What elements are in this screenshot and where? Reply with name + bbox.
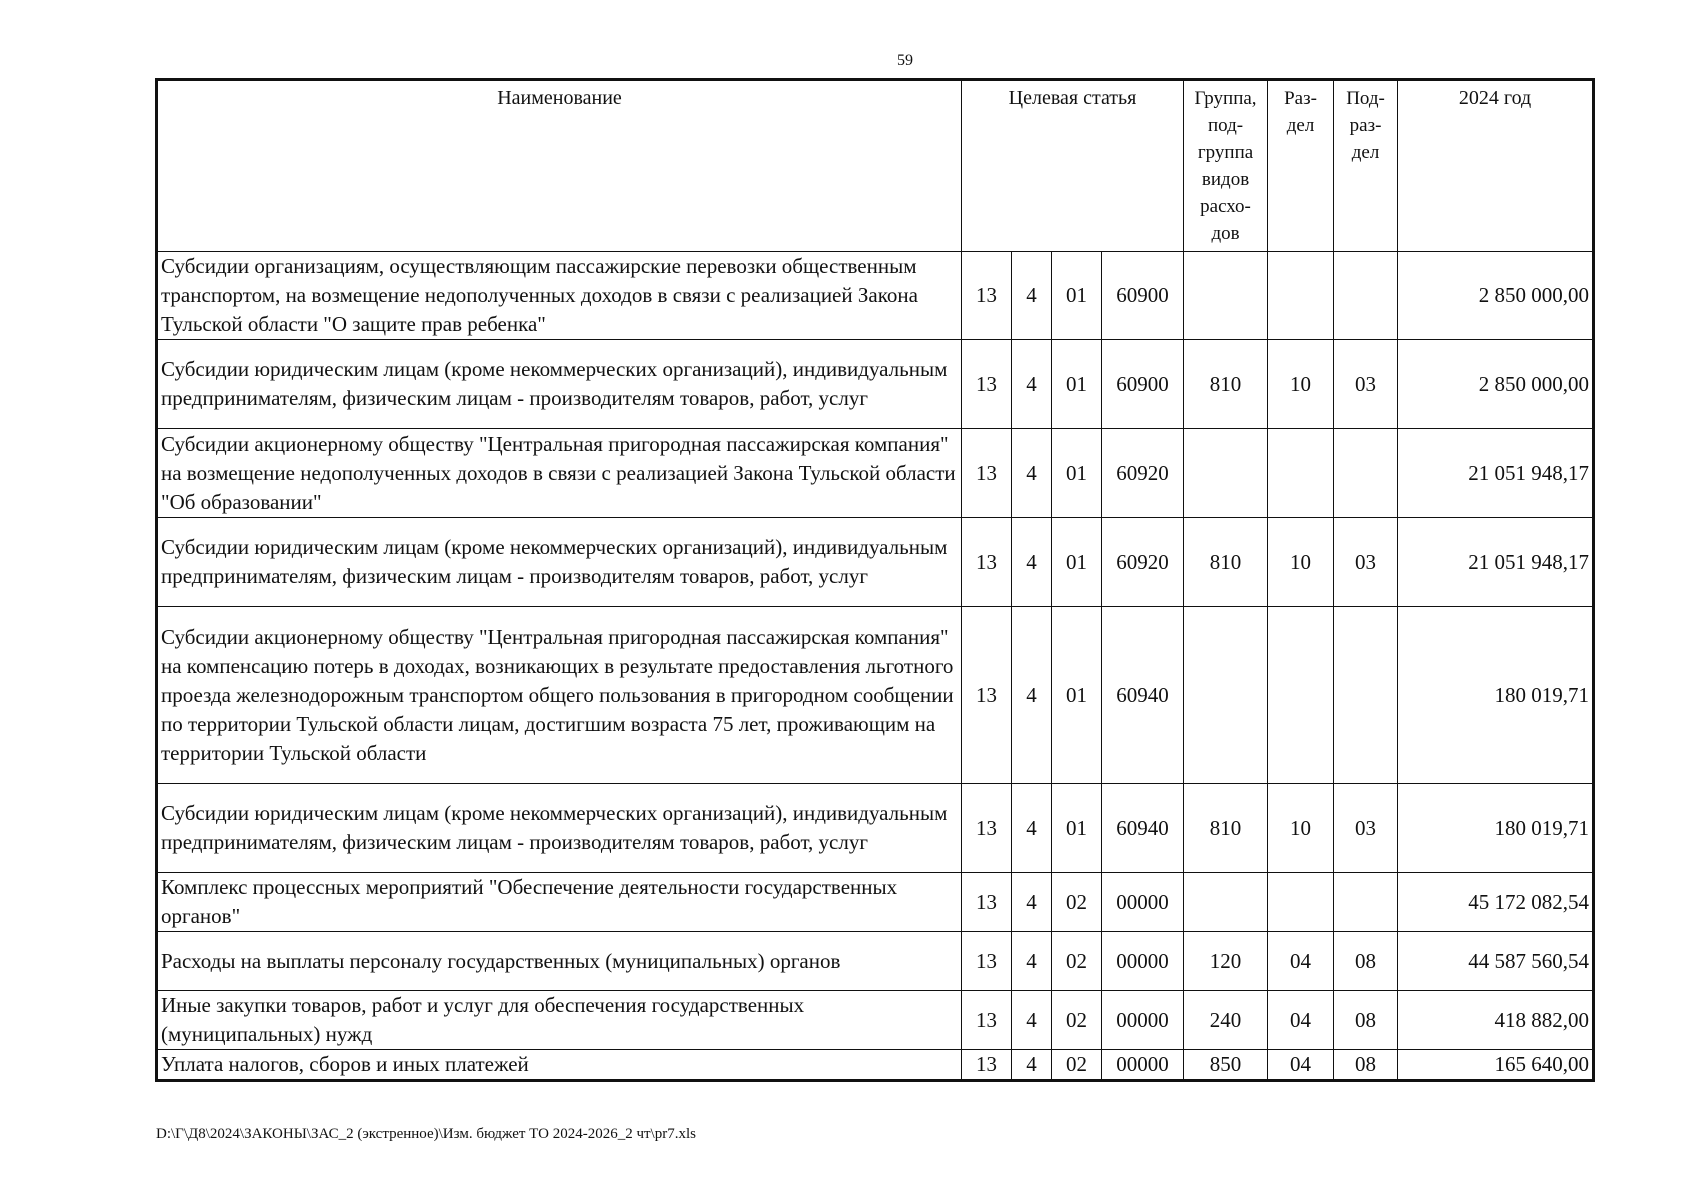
group-code: 810	[1184, 518, 1268, 607]
amount-value: 2 850 000,00	[1398, 252, 1594, 340]
target-code-3: 02	[1052, 991, 1102, 1050]
razdel-code	[1268, 252, 1334, 340]
page-number: 59	[897, 52, 913, 69]
target-code-4: 60920	[1102, 429, 1184, 518]
podrazdel-code: 03	[1334, 784, 1398, 873]
target-code-1: 13	[962, 1050, 1012, 1081]
amount-value: 180 019,71	[1398, 784, 1594, 873]
row-name: Субсидии акционерному обществу "Центральная пригородная пассажирская компания" на возмещение недополученных доходов в связи с реализацией Закона Тульской области "Об образовании"	[157, 429, 962, 518]
table-row	[157, 340, 1594, 429]
target-code-2: 4	[1012, 1050, 1052, 1081]
target-code-2: 4	[1012, 932, 1052, 991]
table-header-row	[157, 80, 1594, 252]
target-code-1: 13	[962, 991, 1012, 1050]
razdel-code	[1268, 429, 1334, 518]
table-row	[157, 784, 1594, 873]
row-name: Расходы на выплаты персоналу государственных (муниципальных) органов	[157, 932, 962, 991]
target-code-4: 60900	[1102, 252, 1184, 340]
target-code-3: 02	[1052, 932, 1102, 991]
row-name: Субсидии организациям, осуществляющим пассажирские перевозки общественным транспортом, на возмещение недополученных доходов в связи с реализацией Закона Тульской области "О защите прав ребенка"	[157, 252, 962, 340]
target-code-3: 01	[1052, 518, 1102, 607]
header-razdel: Раз-дел	[1268, 80, 1334, 252]
razdel-code: 10	[1268, 340, 1334, 429]
podrazdel-code	[1334, 252, 1398, 340]
amount-value: 418 882,00	[1398, 991, 1594, 1050]
table-row	[157, 873, 1594, 932]
podrazdel-code: 03	[1334, 518, 1398, 607]
podrazdel-code: 08	[1334, 991, 1398, 1050]
header-name: Наименование	[157, 80, 962, 252]
target-code-1: 13	[962, 518, 1012, 607]
target-code-3: 02	[1052, 873, 1102, 932]
target-code-4: 60940	[1102, 607, 1184, 784]
razdel-code: 10	[1268, 518, 1334, 607]
group-code	[1184, 607, 1268, 784]
row-name: Субсидии акционерному обществу "Центральная пригородная пассажирская компания" на компенсацию потерь в доходах, возникающих в результате предоставления льготного проезда железнодорожным транспортом общего пользования в пригородном сообщении по территории Тульской области лицам, достигшим возраста 75 лет, проживающим на территории Тульской области	[157, 607, 962, 784]
target-code-1: 13	[962, 252, 1012, 340]
header-year: 2024 год	[1398, 80, 1594, 252]
table-row	[157, 932, 1594, 991]
podrazdel-code: 03	[1334, 340, 1398, 429]
target-code-3: 01	[1052, 784, 1102, 873]
file-path-footer: D:\Г\Д8\2024\ЗАКОНЫ\ЗАС_2 (экстренное)\Изм. бюджет ТО 2024-2026_2 чт\pr7.xls	[156, 1126, 696, 1142]
target-code-2: 4	[1012, 873, 1052, 932]
row-name: Субсидии юридическим лицам (кроме некоммерческих организаций), индивидуальным предпринимателям, физическим лицам - производителям товаров, работ, услуг	[157, 784, 962, 873]
amount-value: 21 051 948,17	[1398, 518, 1594, 607]
target-code-1: 13	[962, 607, 1012, 784]
podrazdel-code	[1334, 607, 1398, 784]
table-row	[157, 252, 1594, 340]
group-code	[1184, 252, 1268, 340]
razdel-code: 04	[1268, 1050, 1334, 1081]
group-code	[1184, 873, 1268, 932]
target-code-4: 00000	[1102, 873, 1184, 932]
target-code-4: 60920	[1102, 518, 1184, 607]
table-row	[157, 607, 1594, 784]
row-name: Уплата налогов, сборов и иных платежей	[157, 1050, 962, 1081]
group-code: 810	[1184, 784, 1268, 873]
table-row	[157, 518, 1594, 607]
target-code-2: 4	[1012, 518, 1052, 607]
target-code-4: 00000	[1102, 932, 1184, 991]
target-code-2: 4	[1012, 991, 1052, 1050]
podrazdel-code	[1334, 429, 1398, 518]
amount-value: 45 172 082,54	[1398, 873, 1594, 932]
table-row	[157, 991, 1594, 1050]
target-code-3: 01	[1052, 429, 1102, 518]
target-code-3: 01	[1052, 252, 1102, 340]
table-body	[157, 252, 1594, 1081]
target-code-3: 01	[1052, 607, 1102, 784]
target-code-2: 4	[1012, 252, 1052, 340]
target-code-1: 13	[962, 873, 1012, 932]
target-code-1: 13	[962, 340, 1012, 429]
group-code	[1184, 429, 1268, 518]
group-code: 240	[1184, 991, 1268, 1050]
target-code-2: 4	[1012, 429, 1052, 518]
amount-value: 44 587 560,54	[1398, 932, 1594, 991]
target-code-4: 00000	[1102, 991, 1184, 1050]
target-code-2: 4	[1012, 784, 1052, 873]
group-code: 810	[1184, 340, 1268, 429]
row-name: Субсидии юридическим лицам (кроме некоммерческих организаций), индивидуальным предпринимателям, физическим лицам - производителям товаров, работ, услуг	[157, 518, 962, 607]
row-name: Комплекс процессных мероприятий "Обеспечение деятельности государственных органов"	[157, 873, 962, 932]
target-code-1: 13	[962, 932, 1012, 991]
target-code-1: 13	[962, 784, 1012, 873]
header-target: Целевая статья	[962, 80, 1184, 252]
razdel-code	[1268, 873, 1334, 932]
target-code-2: 4	[1012, 340, 1052, 429]
table-row	[157, 1050, 1594, 1081]
target-code-4: 60900	[1102, 340, 1184, 429]
group-code: 120	[1184, 932, 1268, 991]
target-code-3: 01	[1052, 340, 1102, 429]
target-code-2: 4	[1012, 607, 1052, 784]
razdel-code	[1268, 607, 1334, 784]
amount-value: 2 850 000,00	[1398, 340, 1594, 429]
amount-value: 180 019,71	[1398, 607, 1594, 784]
budget-table	[155, 78, 1595, 1082]
razdel-code: 10	[1268, 784, 1334, 873]
table-row	[157, 429, 1594, 518]
target-code-4: 00000	[1102, 1050, 1184, 1081]
razdel-code: 04	[1268, 932, 1334, 991]
podrazdel-code	[1334, 873, 1398, 932]
podrazdel-code: 08	[1334, 1050, 1398, 1081]
target-code-3: 02	[1052, 1050, 1102, 1081]
target-code-1: 13	[962, 429, 1012, 518]
row-name: Субсидии юридическим лицам (кроме некоммерческих организаций), индивидуальным предпринимателям, физическим лицам - производителям товаров, работ, услуг	[157, 340, 962, 429]
header-podrazdel: Под-раз-дел	[1334, 80, 1398, 252]
razdel-code: 04	[1268, 991, 1334, 1050]
amount-value: 21 051 948,17	[1398, 429, 1594, 518]
target-code-4: 60940	[1102, 784, 1184, 873]
group-code: 850	[1184, 1050, 1268, 1081]
header-group: Группа, под-группа видов расхо-дов	[1184, 80, 1268, 252]
amount-value: 165 640,00	[1398, 1050, 1594, 1081]
row-name: Иные закупки товаров, работ и услуг для обеспечения государственных (муниципальных) нужд	[157, 991, 962, 1050]
podrazdel-code: 08	[1334, 932, 1398, 991]
